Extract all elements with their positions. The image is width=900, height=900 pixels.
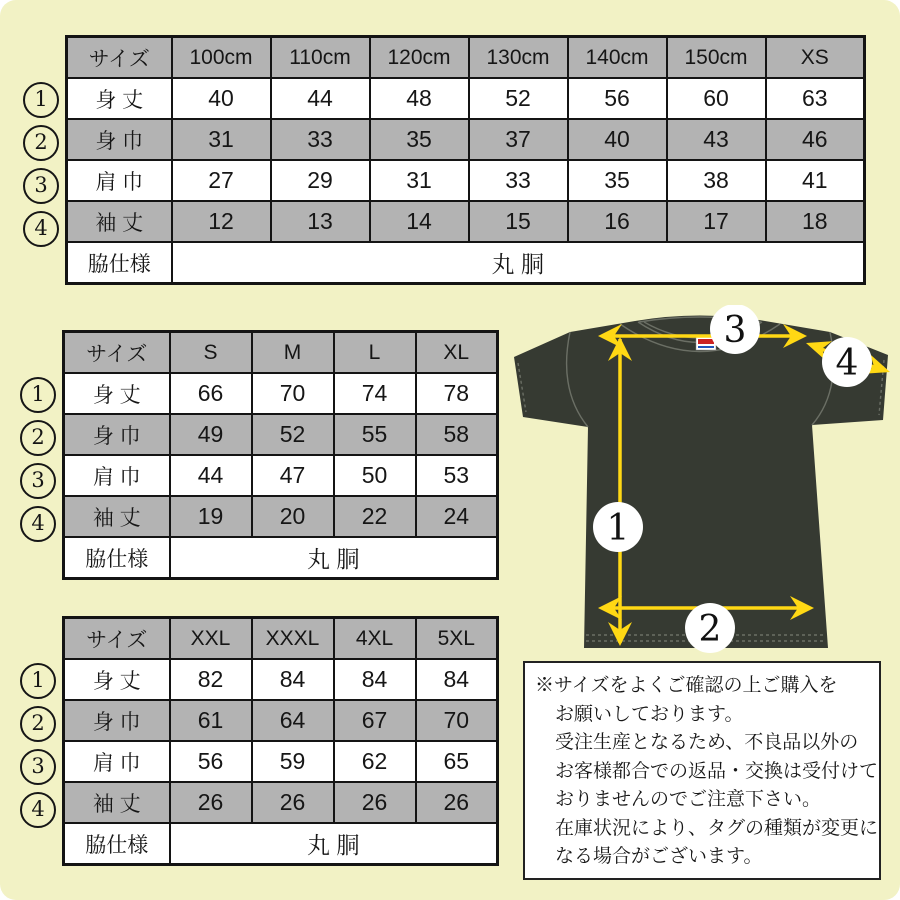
column-header: S <box>170 332 252 374</box>
measurement-value: 62 <box>334 741 416 782</box>
measurement-value: 26 <box>334 782 416 823</box>
table-row <box>67 78 865 119</box>
size-header-cell: サイズ <box>67 37 172 79</box>
circled-number: 3 <box>23 168 59 204</box>
measurement-value: 64 <box>252 700 334 741</box>
tshirt-illustration <box>500 305 900 665</box>
measurement-value: 17 <box>667 201 766 242</box>
column-header: 120cm <box>370 37 469 79</box>
row-label: 袖 丈 <box>64 782 170 823</box>
row-label: 身 巾 <box>67 119 172 160</box>
row-number-column <box>14 616 62 831</box>
row-number-cell <box>14 702 62 745</box>
measurement-value: 20 <box>252 496 334 537</box>
disclaimer-line: おりませんのでご注意下さい。 <box>555 789 822 810</box>
measurement-value: 78 <box>416 373 498 414</box>
measurement-value: 40 <box>172 78 271 119</box>
column-header: 5XL <box>416 618 498 660</box>
measurement-value: 18 <box>766 201 865 242</box>
measurement-value: 26 <box>170 782 252 823</box>
column-header: 140cm <box>568 37 667 79</box>
measurement-value: 55 <box>334 414 416 455</box>
column-header: 130cm <box>469 37 568 79</box>
table-row <box>67 201 865 242</box>
footer-label: 脇仕様 <box>67 242 172 284</box>
column-header: L <box>334 332 416 374</box>
circled-number: 4 <box>20 792 56 828</box>
measurement-value: 84 <box>252 659 334 700</box>
row-number-cell <box>17 78 65 121</box>
row-label: 身 巾 <box>64 414 170 455</box>
table-row <box>64 373 498 414</box>
measurement-value: 46 <box>766 119 865 160</box>
big-size-table-block <box>14 616 499 866</box>
circled-number: 4 <box>20 506 56 542</box>
circled-number: 3 <box>20 749 56 785</box>
circled-number: 2 <box>23 125 59 161</box>
measurement-value: 12 <box>172 201 271 242</box>
measurement-value: 70 <box>252 373 334 414</box>
measurement-value: 41 <box>766 160 865 201</box>
table-row <box>64 659 498 700</box>
table-row <box>67 160 865 201</box>
disclaimer-line: 在庫状況により、タグの種類が変更に <box>555 817 879 839</box>
table-row <box>64 496 498 537</box>
measurement-value: 70 <box>416 700 498 741</box>
column-header: 100cm <box>172 37 271 79</box>
measurement-value: 53 <box>416 455 498 496</box>
measurement-value: 44 <box>271 78 370 119</box>
column-header: XXL <box>170 618 252 660</box>
measurement-value: 15 <box>469 201 568 242</box>
column-header: 4XL <box>334 618 416 660</box>
measurement-value: 26 <box>416 782 498 823</box>
row-label: 袖 丈 <box>67 201 172 242</box>
measurement-value: 16 <box>568 201 667 242</box>
footer-label: 脇仕様 <box>64 823 170 865</box>
measurement-value: 26 <box>252 782 334 823</box>
measurement-value: 24 <box>416 496 498 537</box>
measurement-value: 47 <box>252 455 334 496</box>
row-number-cell <box>14 745 62 788</box>
measurement-value: 29 <box>271 160 370 201</box>
table-row <box>64 455 498 496</box>
table-header-row <box>67 37 865 79</box>
row-number-cell <box>17 164 65 207</box>
table-footer-row <box>64 537 498 579</box>
footer-label: 脇仕様 <box>64 537 170 579</box>
table-row <box>64 414 498 455</box>
kids-size-table-block <box>17 35 866 285</box>
measurement-value: 60 <box>667 78 766 119</box>
measurement-value: 13 <box>271 201 370 242</box>
table-row <box>67 119 865 160</box>
disclaimer-line: お願いしております。 <box>555 703 744 725</box>
measurement-value: 43 <box>667 119 766 160</box>
table-header-row <box>64 618 498 660</box>
measurement-value: 84 <box>334 659 416 700</box>
disclaimer-line: 受注生産となるため、不良品以外の <box>555 732 859 753</box>
table-row <box>64 700 498 741</box>
table-footer-row <box>64 823 498 865</box>
row-label: 身 丈 <box>64 373 170 414</box>
row-label: 肩 巾 <box>67 160 172 201</box>
measurement-value: 50 <box>334 455 416 496</box>
column-header: XXXL <box>252 618 334 660</box>
table-row <box>64 741 498 782</box>
row-number-cell <box>14 416 62 459</box>
measurement-value: 33 <box>469 160 568 201</box>
column-header: 150cm <box>667 37 766 79</box>
circled-number: 2 <box>20 706 56 742</box>
row-number-column <box>17 35 65 250</box>
tshirt-measurement-diagram <box>500 305 900 665</box>
table-header-row <box>64 332 498 374</box>
row-label: 身 巾 <box>64 700 170 741</box>
measurement-value: 37 <box>469 119 568 160</box>
size-table-xxl-5xl <box>62 616 499 866</box>
measurement-value: 63 <box>766 78 865 119</box>
marker-2-label: 2 <box>698 609 722 650</box>
column-header: 110cm <box>271 37 370 79</box>
measurement-value: 52 <box>252 414 334 455</box>
disclaimer-line: なる場合がございます。 <box>555 846 763 867</box>
row-label: 身 丈 <box>64 659 170 700</box>
row-label: 肩 巾 <box>64 455 170 496</box>
measurement-value: 67 <box>334 700 416 741</box>
measurement-value: 27 <box>172 160 271 201</box>
size-table-kids <box>65 35 866 285</box>
measurement-value: 40 <box>568 119 667 160</box>
size-header-cell: サイズ <box>64 618 170 660</box>
row-number-cell <box>14 459 62 502</box>
table-footer-row <box>67 242 865 284</box>
measurement-value: 61 <box>170 700 252 741</box>
row-number-cell <box>17 207 65 250</box>
measurement-value: 35 <box>370 119 469 160</box>
row-label: 身 丈 <box>67 78 172 119</box>
number-column-spacer <box>17 35 65 78</box>
measurement-value: 38 <box>667 160 766 201</box>
measurement-value: 56 <box>170 741 252 782</box>
measurement-value: 74 <box>334 373 416 414</box>
column-header: XL <box>416 332 498 374</box>
disclaimer-line: お客様都合での返品・交換は受付けて <box>555 760 879 782</box>
disclaimer-line: ※サイズをよくご確認の上ご購入を <box>535 675 838 696</box>
measurement-value: 14 <box>370 201 469 242</box>
marker-3-label: 3 <box>723 310 747 351</box>
measurement-value: 84 <box>416 659 498 700</box>
measurement-value: 56 <box>568 78 667 119</box>
row-number-cell <box>14 659 62 702</box>
circled-number: 3 <box>20 463 56 499</box>
row-number-column <box>14 330 62 545</box>
number-column-spacer <box>14 330 62 373</box>
measurement-value: 31 <box>370 160 469 201</box>
measurement-value: 82 <box>170 659 252 700</box>
circled-number: 1 <box>20 377 56 413</box>
measurement-value: 44 <box>170 455 252 496</box>
circled-number: 2 <box>20 420 56 456</box>
row-label: 肩 巾 <box>64 741 170 782</box>
number-column-spacer <box>14 616 62 659</box>
size-header-cell: サイズ <box>64 332 170 374</box>
measurement-value: 19 <box>170 496 252 537</box>
row-number-cell <box>17 121 65 164</box>
column-header: XS <box>766 37 865 79</box>
measurement-value: 59 <box>252 741 334 782</box>
purchase-disclaimer-box <box>523 661 881 880</box>
measurement-value: 49 <box>170 414 252 455</box>
size-table-s-xl <box>62 330 499 580</box>
row-label: 袖 丈 <box>64 496 170 537</box>
marker-1-label: 1 <box>606 508 630 549</box>
measurement-value: 22 <box>334 496 416 537</box>
circled-number: 1 <box>20 663 56 699</box>
adult-size-table-block <box>14 330 499 580</box>
circled-number: 1 <box>23 82 59 118</box>
footer-value: 丸 胴 <box>172 242 865 284</box>
measurement-value: 31 <box>172 119 271 160</box>
row-number-cell <box>14 373 62 416</box>
circled-number: 4 <box>23 211 59 247</box>
table-row <box>64 782 498 823</box>
row-number-cell <box>14 788 62 831</box>
measurement-value: 65 <box>416 741 498 782</box>
footer-value: 丸 胴 <box>170 823 498 865</box>
measurement-value: 58 <box>416 414 498 455</box>
column-header: M <box>252 332 334 374</box>
measurement-value: 48 <box>370 78 469 119</box>
row-number-cell <box>14 502 62 545</box>
footer-value: 丸 胴 <box>170 537 498 579</box>
measurement-value: 35 <box>568 160 667 201</box>
measurement-value: 33 <box>271 119 370 160</box>
measurement-value: 66 <box>170 373 252 414</box>
marker-4-label: 4 <box>835 343 859 384</box>
measurement-value: 52 <box>469 78 568 119</box>
